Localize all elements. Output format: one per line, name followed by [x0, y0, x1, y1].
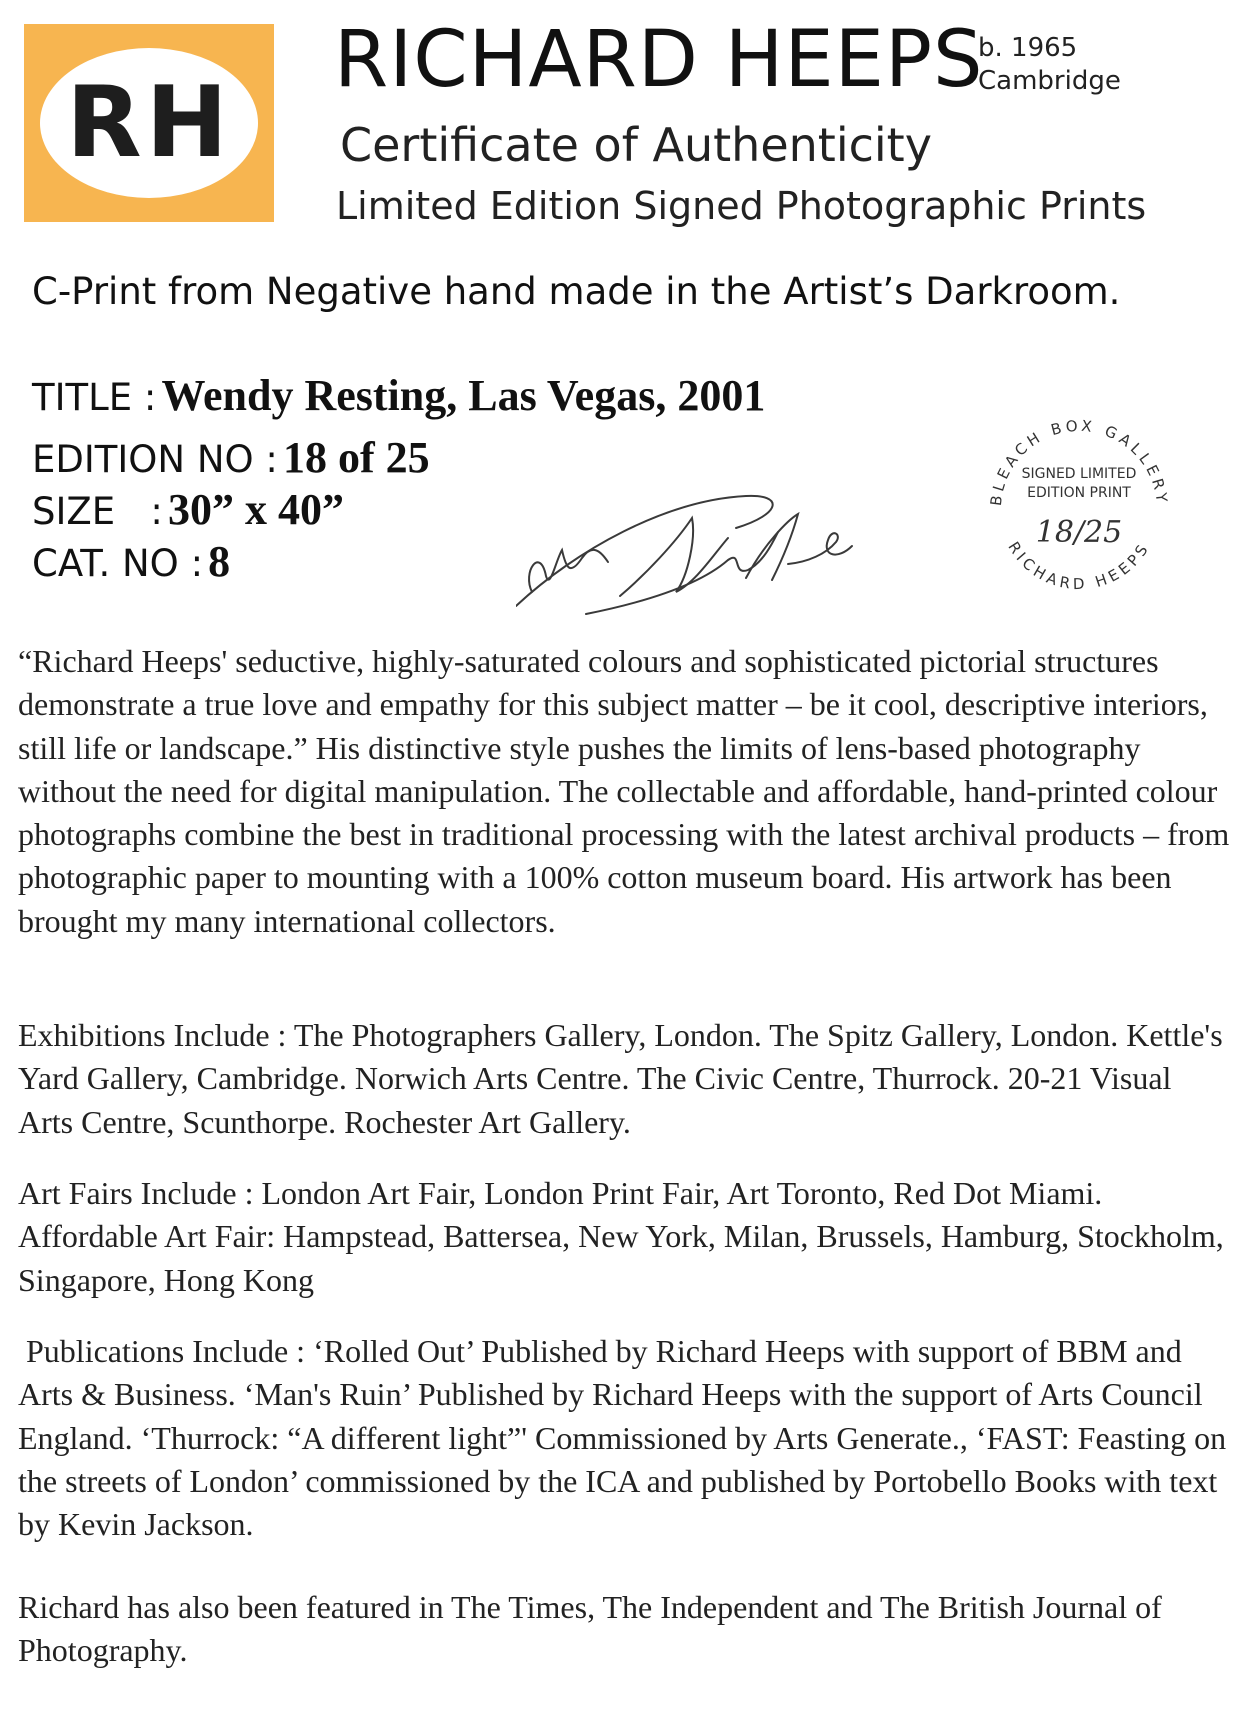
featured-paragraph: Richard has also been featured in The Times, The Independent and The British Journal of Photography. — [18, 1589, 1162, 1669]
artist-name: RICHARD HEEPS — [334, 15, 984, 105]
birth-year: b. 1965 — [978, 33, 1078, 63]
certificate-subtitle: Limited Edition Signed Photographic Prints — [336, 184, 1147, 228]
stamp-line-2: EDITION PRINT — [1027, 485, 1131, 501]
exhibitions-paragraph: Exhibitions Include : The Photographers Gallery, London. The Spitz Gallery, London. Kettle's Yard Gallery, Cambridge. Norwich Arts Centre. The Civic Centre, Thurrock. 20-21 Visual Arts Centre, Scunthorpe. Rochester Art Gallery. — [18, 1017, 1223, 1140]
artist-quote-paragraph: “Richard Heeps' seductive, highly-saturated colours and sophisticated pictorial structures demonstrate a true love and empathy for this subject matter – be it cool, descriptive interiors, still life or landscape.” His distinctive style pushes the limits of lens-based photography without the need for digital manipulation. The collectable and affordable, hand-printed colour photographs combine the best in traditional processing with the latest archival products – from photographic paper to mounting with a 100% cotton museum board. His artwork has been brought my many international collectors. — [18, 643, 1230, 939]
logo-initials: RH — [66, 66, 232, 180]
rh-logo — [24, 24, 274, 222]
artist-birth-info — [978, 32, 1121, 98]
size-value: 30” x 40” — [167, 485, 344, 534]
cat-row — [32, 536, 230, 587]
cat-label: CAT. NO : — [32, 542, 204, 585]
certificate-title: Certificate of Authenticity — [340, 118, 932, 172]
edition-label: EDITION NO : — [32, 438, 278, 481]
print-type: C-Print from Negative hand made in the Artist’s Darkroom. — [32, 270, 1121, 313]
title-label: TITLE : — [32, 376, 157, 419]
cat-value: 8 — [208, 537, 231, 586]
stamp-edition-number: 18/25 — [1035, 515, 1123, 550]
edition-row — [32, 432, 430, 483]
title-row — [32, 370, 765, 421]
gallery-stamp — [972, 402, 1186, 616]
art-fairs-paragraph: Art Fairs Include : London Art Fair, London Print Fair, Art Toronto, Red Dot Miami. Affordable Art Fair: Hampstead, Battersea, New York, Milan, Brussels, Hamburg, Stockholm, Singapore, Hong Kong — [18, 1175, 1224, 1298]
artist-signature — [516, 480, 856, 630]
birth-place: Cambridge — [978, 66, 1121, 96]
edition-value: 18 of 25 — [282, 433, 430, 482]
stamp-bottom-text: RICHARD HEEPS — [1004, 538, 1154, 594]
stamp-line-1: SIGNED LIMITED — [1021, 466, 1137, 482]
logo-oval — [40, 48, 258, 198]
title-value: Wendy Resting, Las Vegas, 2001 — [161, 371, 766, 420]
stamp-ring-text: BLEACH BOX GALLERY — [986, 416, 1172, 507]
size-label: SIZE : — [32, 490, 163, 533]
publications-paragraph: Publications Include : ‘Rolled Out’ Published by Richard Heeps with support of BBM and Arts & Business. ‘Man's Ruin’ Published by Richard Heeps with the support of Arts Council England. ‘Thurrock: “A different light”' Commissioned by Arts Generate., ‘FAST: Feasting on the streets of London’ commissioned by the ICA and published by Portobello Books with text by Kevin Jackson. — [18, 1333, 1235, 1543]
size-row — [32, 484, 344, 535]
